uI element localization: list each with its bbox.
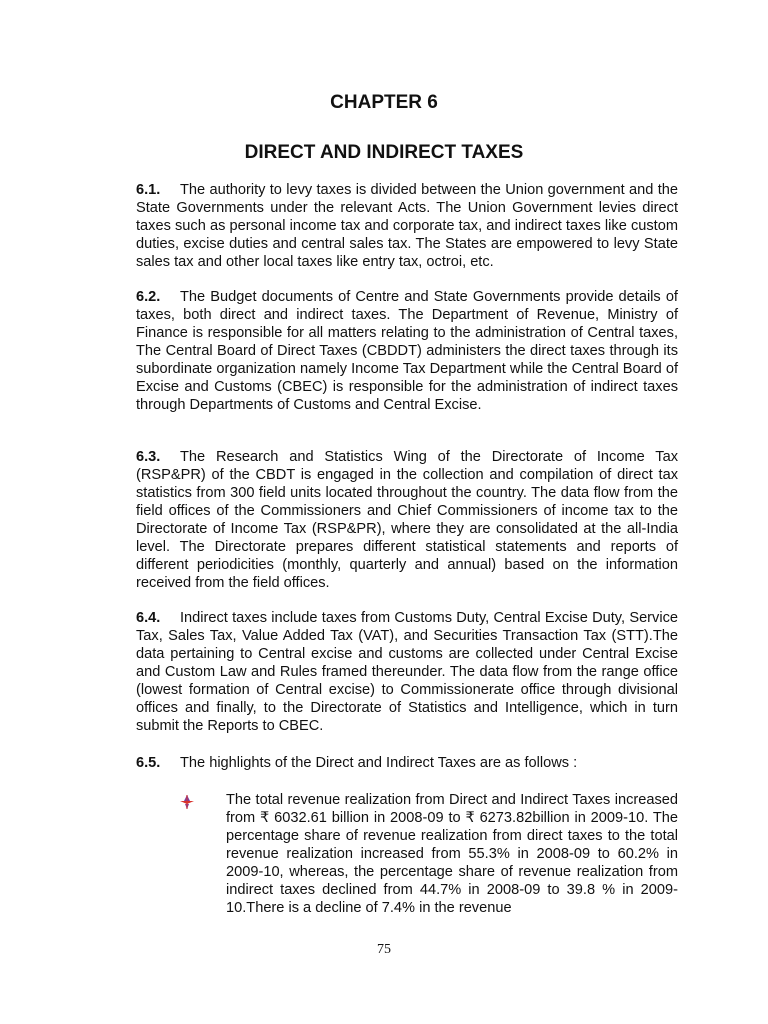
chapter-number: CHAPTER 6: [330, 92, 438, 113]
bullet-icon: [180, 795, 194, 809]
paragraph-6-4: [136, 609, 678, 735]
paragraph-number: 6.3.: [136, 449, 161, 465]
paragraph-6-3: [136, 448, 678, 592]
paragraph-number: 6.5.: [136, 755, 161, 771]
paragraph-text: The authority to levy taxes is divided between the Union government and the State Governments under the relevant Acts. The Union Government levies direct taxes such as personal income tax and corporate tax, and indirect taxes like custom duties, excise duties and central sales tax. The States are empowered to levy State sales tax and other local taxes like entry tax, octroi, etc.: [136, 182, 678, 270]
page-number: 75: [377, 942, 391, 957]
paragraph-6-1: [136, 181, 678, 271]
paragraph-text: The Budget documents of Centre and State Governments provide details of taxes, both direct and indirect taxes. The Department of Revenue, Ministry of Finance is responsible for all matters relating to the administration of Central taxes, The Central Board of Direct Taxes (CBDDT) administers the direct taxes through its subordinate organization namely Income Tax Department while the Central Board of Excise and Customs (CBEC) is responsible for the administration of indirect taxes through Departments of Customs and Central Excise.: [136, 289, 678, 413]
paragraph-number: 6.4.: [136, 610, 161, 626]
paragraph-text: Indirect taxes include taxes from Customs Duty, Central Excise Duty, Service Tax, Sales Tax, Value Added Tax (VAT), and Securities Transaction Tax (STT).The data pertaining to Central excise and customs are collected under Central Excise and Custom Law and Rules framed thereunder. The data flow from the range office (lowest formation of Central excise) to Commissionerate office through divisional offices and finally, to the Directorate of Statistics and Intelligence, which in turn submit the Reports to CBEC.: [136, 610, 678, 734]
paragraph-number: 6.1.: [136, 182, 161, 198]
highlight-bullet-text: The total revenue realization from Direct and Indirect Taxes increased from ₹ 6032.61 billion in 2008-09 to ₹ 6273.82billion in 2009-10. The percentage share of revenue realization from direct taxes to the total revenue realization increased from 55.3% in 2008-09 to 60.2% in 2009-10, whereas, the percentage share of revenue realization from indirect taxes declined from 44.7% in 2008-09 to 39.8 % in 2009-10.There is a decline of 7.4% in the revenue: [226, 792, 678, 916]
paragraph-6-2: [136, 288, 678, 414]
paragraph-text: The highlights of the Direct and Indirect Taxes are as follows :: [180, 755, 578, 771]
paragraph-number: 6.2.: [136, 289, 161, 305]
paragraph-6-5: [136, 754, 678, 772]
paragraph-text: The Research and Statistics Wing of the Directorate of Income Tax (RSP&PR) of the CBDT is engaged in the collection and compilation of direct tax statistics from 300 field units located throughout the country. The data flow from the field offices of the Commissioners and Chief Commissioners of income tax to the Directorate of Income Tax (RSP&PR), where they are consolidated at the all-India level. The Directorate prepares different statistical statements and reports of different periodicities (monthly, quarterly and annual) based on the information received from the field offices.: [136, 449, 678, 591]
chapter-title: DIRECT AND INDIRECT TAXES: [244, 142, 524, 163]
